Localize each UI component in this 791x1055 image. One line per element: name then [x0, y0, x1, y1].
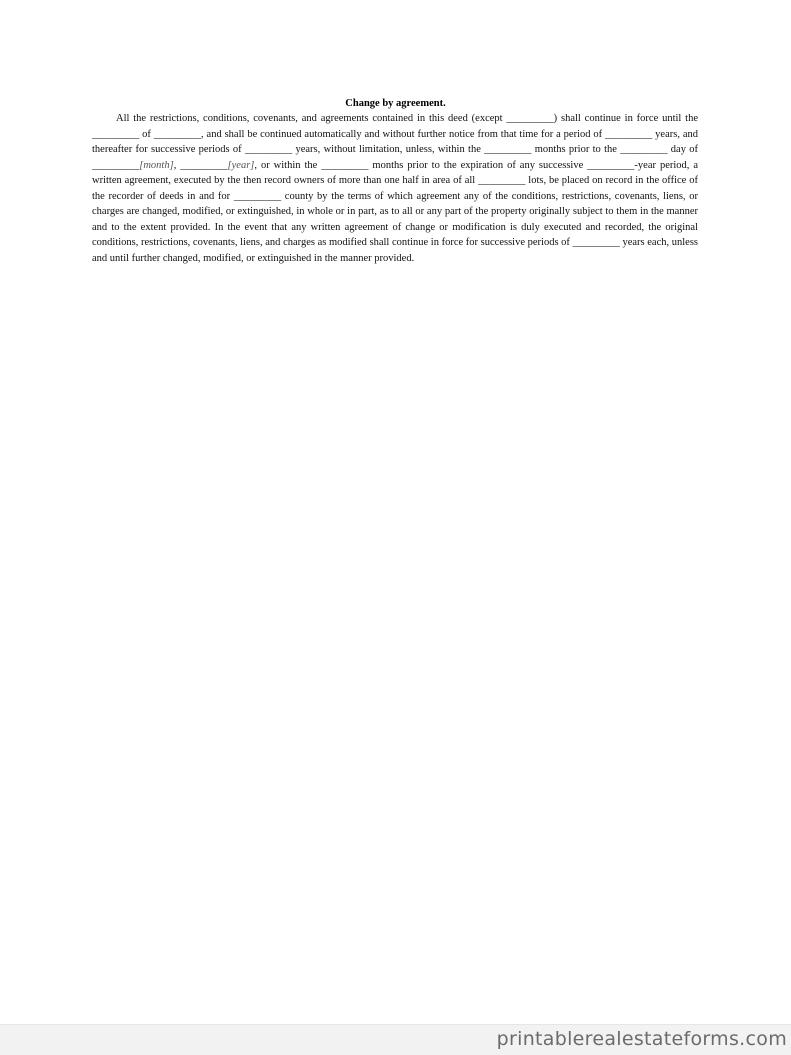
- paragraph-text: , or within the _________ months prior to the expiration of any successive _________-year period, a written agreement, executed by the then record owners of more than one half in area of all _________ lots, be placed on record in the office of the recorder of deeds in and for _________ county by the terms of which agreement any of the conditions, restrictions, covenants, liens, or charges are changed, modified, or extinguished, in whole or in part, as to all or any part of the property originally subject to them in the manner and to the extent provided. In the event that any written agreement of change or modification is duly executed and recorded, the original conditions, restrictions, covenants, liens, and charges as modified shall continue in force for successive periods of _________ years each, unless and until further changed, modified, or extinguished in the manner provided.: [92, 159, 699, 264]
- document-title: Change by agreement.: [345, 98, 446, 109]
- paragraph-text: All the restrictions, conditions, covenants, and agreements contained in this deed (except _________) shall continue in force until the _________ of _________, and shall be continued automatically and without further notice from that time for a period of _________ years, and thereafter for successive periods of _________ years, without limitation, unless, within the _________ months prior to the _________ day of _________: [92, 113, 698, 171]
- month-placeholder: [month]: [139, 159, 174, 171]
- document-paragraph: [92, 111, 698, 266]
- year-placeholder: [year]: [227, 159, 255, 171]
- paragraph-text: , _________: [173, 159, 228, 171]
- footer-site-link[interactable]: printablerealestateforms.com: [496, 1028, 787, 1050]
- footer-bar: [0, 1024, 791, 1055]
